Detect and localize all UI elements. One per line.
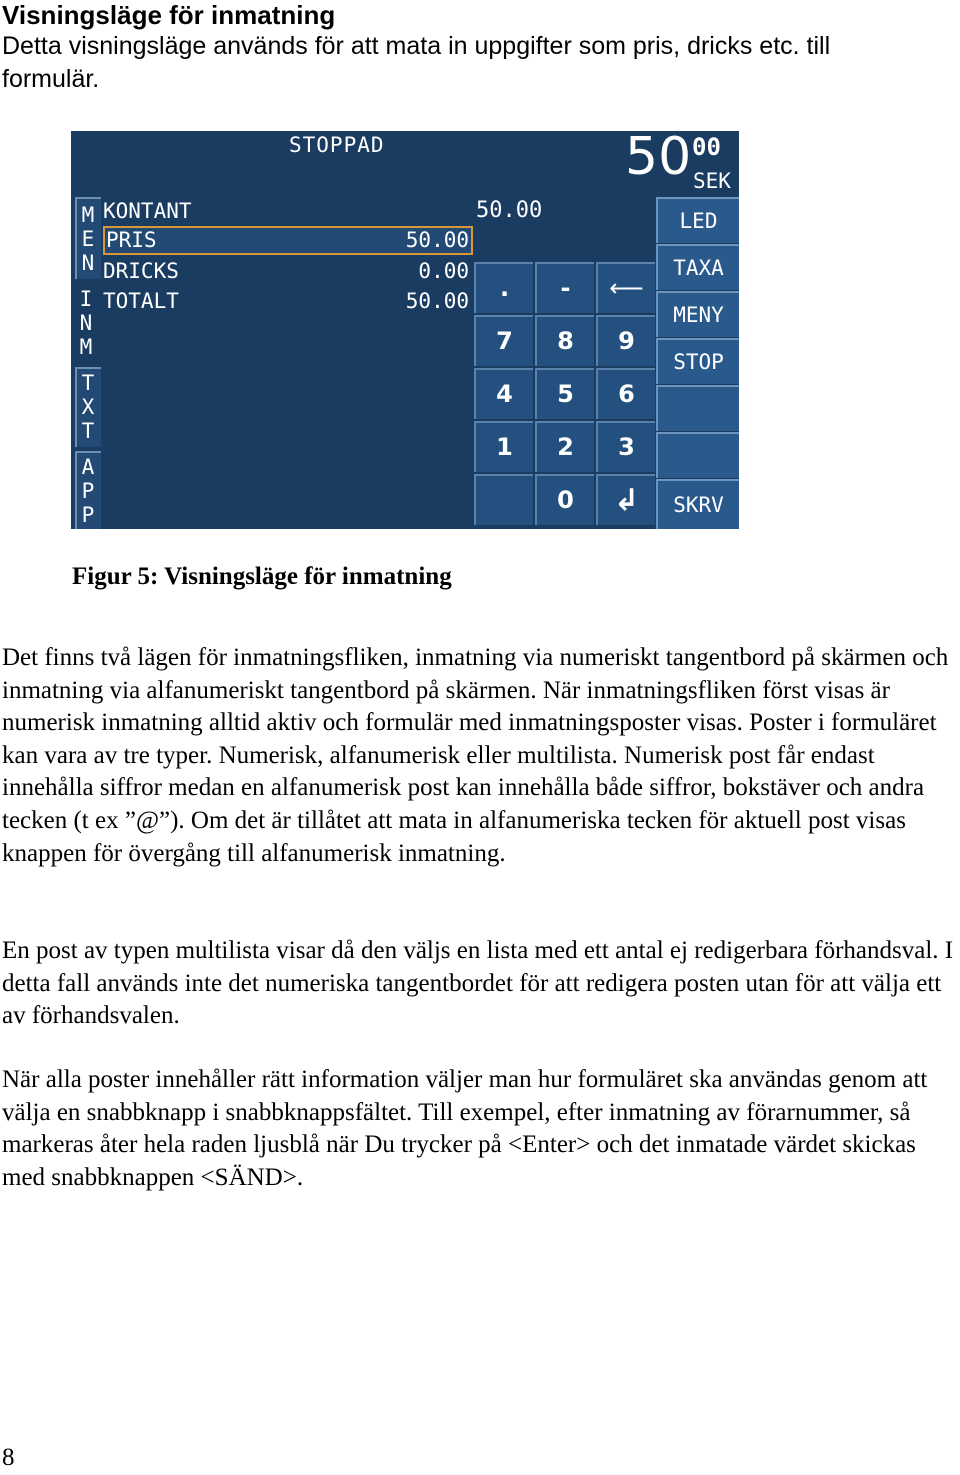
row-value: 50.00	[405, 228, 469, 252]
intro-paragraph: Detta visningsläge används för att mata in uppgifter som pris, dricks etc. till formulär.	[2, 32, 831, 93]
key-1[interactable]: 1	[474, 421, 533, 472]
terminal-screen	[71, 131, 739, 529]
row-label: DRICKS	[103, 259, 179, 283]
key-2[interactable]: 2	[535, 421, 594, 472]
body-paragraph-3: När alla poster innehåller rätt information väljer man hur formuläret ska användas genom att välja en snabbknapp i snabbknappsfältet. Till exempel, efter inmatning av förarnummer, så markeras åter hela raden ljusblå när Du trycker på <Enter> och det inmatade värdet skickas med snabbknappen <SÄND>.	[2, 1066, 928, 1191]
enter-icon: ↲	[613, 483, 640, 518]
key-0[interactable]: 0	[535, 474, 594, 525]
row-value: 50.00	[405, 289, 469, 313]
body-paragraph-1: Det finns två lägen för inmatningsfliken, inmatning via numeriskt tangentbord på skärmen och inmatning via alfanumeriskt tangentbord på skärmen. När inmatningsfliken först visas är numerisk inmatning alltid aktiv och formulär med inmatningsposter visas. Poster i formuläret kan vara av tre typer. Numerisk, alfanumerisk eller multilista. Numerisk post får endast innehålla siffror medan en alfanumerisk post kan innehålla både siffror, bokstäver och andra tecken (t ex ”@”). Om det är tillåtet att mata in alfanumeriska tecken för aktuell post visas knappen för övergång till alfanumerisk inmatning.	[2, 644, 949, 867]
row-value: 0.00	[418, 259, 469, 283]
tab-men-label: M E N	[81, 203, 95, 275]
status-text: STOPPAD	[289, 133, 385, 157]
form-row-kontant[interactable]	[103, 197, 473, 226]
row-label: TOTALT	[103, 289, 179, 313]
key-6[interactable]: 6	[596, 368, 655, 419]
body-paragraph-2: En post av typen multilista visar då den väljs en lista med ett antal ej redigerbara förhandsval. I detta fall används inte det numeriska tangentbordet för att redigera posten utan för att välja ett av förhandsvalen.	[2, 937, 954, 1030]
tab-txt-label: T X T	[81, 371, 95, 443]
key-minus[interactable]: -	[535, 262, 594, 313]
key-blank	[474, 474, 533, 525]
tab-txt[interactable]	[75, 367, 101, 447]
quick-button-stop[interactable]: STOP	[656, 338, 739, 384]
page-number: 8	[2, 1444, 15, 1471]
tab-app-label: A P P	[81, 455, 95, 527]
row-label: PRIS	[106, 228, 157, 252]
quick-button-empty-1	[656, 385, 739, 431]
key-4[interactable]: 4	[474, 368, 533, 419]
figure-caption: Figur 5: Visningsläge för inmatning	[72, 563, 452, 590]
key-backspace[interactable]	[596, 262, 655, 313]
status-bar	[71, 131, 739, 193]
currency-label: SEK	[693, 169, 731, 193]
key-enter[interactable]	[596, 474, 655, 525]
tab-inm[interactable]	[75, 283, 101, 365]
tab-men[interactable]	[75, 197, 101, 279]
tab-inm-label: I N M	[79, 287, 93, 359]
input-display-value: 50.00	[476, 198, 543, 223]
quick-button-taxa[interactable]: TAXA	[656, 244, 739, 290]
row-label: KONTANT	[103, 199, 192, 223]
key-7[interactable]: 7	[474, 315, 533, 366]
key-5[interactable]: 5	[535, 368, 594, 419]
key-9[interactable]: 9	[596, 315, 655, 366]
form-row-dricks[interactable]	[103, 257, 473, 286]
quick-button-led[interactable]: LED	[656, 197, 739, 243]
amount-integer: 50	[625, 131, 692, 187]
backspace-icon: ⟵	[609, 274, 644, 302]
key-3[interactable]: 3	[596, 421, 655, 472]
quick-button-empty-2	[656, 432, 739, 478]
input-display	[474, 195, 654, 227]
form-row-pris[interactable]	[103, 226, 473, 255]
key-8[interactable]: 8	[535, 315, 594, 366]
key-dot[interactable]: .	[474, 262, 533, 313]
tab-app[interactable]	[75, 451, 101, 529]
page-heading: Visningsläge för inmatning	[2, 0, 336, 30]
quick-button-skrv[interactable]: SKRV	[656, 479, 739, 529]
form-row-totalt[interactable]	[103, 287, 473, 316]
amount-decimals: 00	[692, 133, 721, 161]
quick-button-meny[interactable]: MENY	[656, 291, 739, 337]
